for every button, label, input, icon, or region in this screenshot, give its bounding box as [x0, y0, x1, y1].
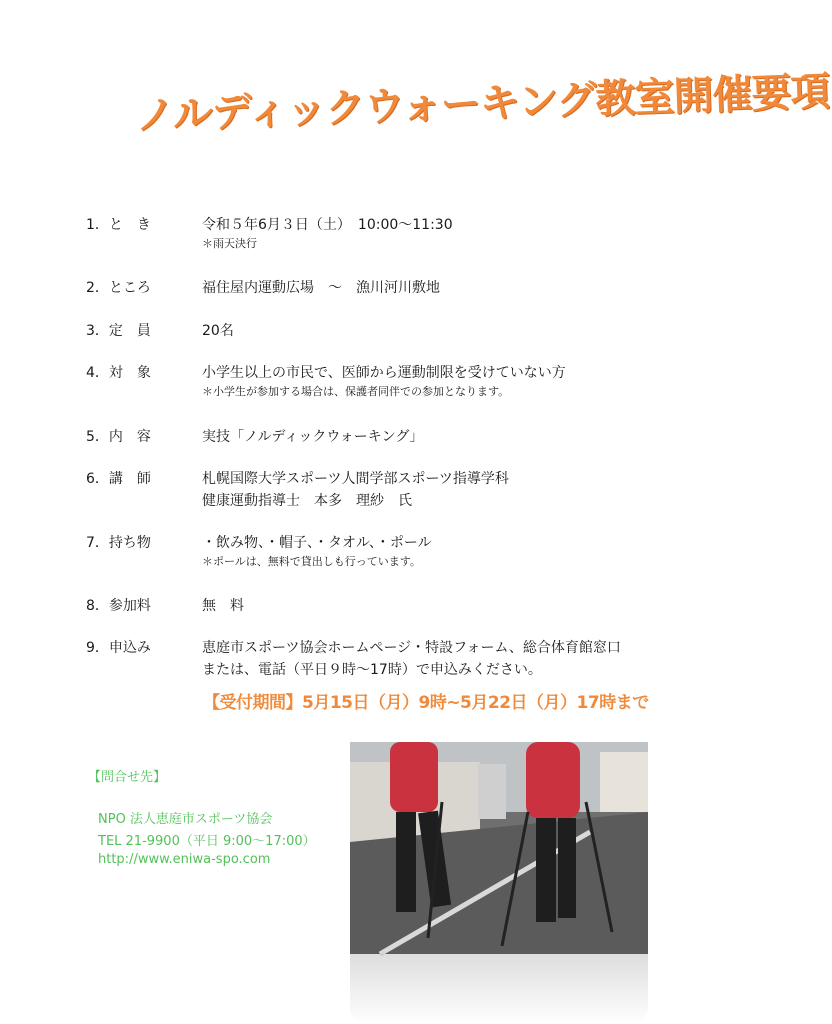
section-label: 3．定 員	[86, 323, 151, 339]
photo-reflection	[350, 954, 648, 1024]
section-text: 実技「ノルディックウォーキング」	[202, 429, 424, 445]
section-label: 5．内 容	[86, 429, 151, 445]
section-label: 4．対 象	[86, 365, 151, 381]
section-label: 1．と き	[86, 217, 151, 233]
contact-org: NPO 法人恵庭市スポーツ協会	[98, 812, 273, 827]
section-label: 8．参加料	[86, 598, 151, 614]
contact-tel: TEL 21-9900（平日 9:00～17:00）	[98, 834, 316, 849]
section-note: ＊雨天決行	[202, 237, 257, 250]
section-text: 無 料	[202, 598, 244, 614]
section-text: 20名	[202, 323, 234, 339]
section-text: 福住屋内運動広場 ～ 漁川河川敷地	[202, 280, 440, 296]
section-note: ＊ポールは、無料で貸出しも行っています。	[202, 555, 421, 568]
walkers-photo	[350, 742, 648, 954]
section-text: 札幌国際大学スポーツ人間学部スポーツ指導学科	[202, 471, 509, 487]
contact-url[interactable]: http://www.eniwa-spo.com	[98, 852, 271, 867]
section-label: 6．講 師	[86, 471, 151, 487]
section-text: または、電話（平日９時～17時）で申込みください。	[202, 662, 542, 678]
section-label: 7．持ち物	[86, 535, 151, 551]
contact-header: 【問合せ先】	[88, 770, 167, 785]
application-period: 【受付期間】5月15日（月）9時~5月22日（月）17時まで	[203, 693, 649, 713]
section-text: 令和５年6月３日（土） 10:00～11:30	[202, 217, 453, 233]
section-note: ＊小学生が参加する場合は、保護者同伴での参加となります。	[202, 385, 510, 398]
walkers-illustration	[350, 742, 648, 954]
page-title: ノルディックウォーキング教室開催要項	[134, 68, 831, 140]
section-text: ・飲み物、・帽子、・タオル、・ポール	[202, 535, 432, 551]
section-text: 健康運動指導士 本多 理紗 氏	[202, 493, 412, 509]
section-label: 2．ところ	[86, 280, 151, 296]
section-text: 小学生以上の市民で、医師から運動制限を受けていない方	[202, 365, 566, 381]
section-label: 9．申込み	[86, 640, 151, 656]
section-text: 恵庭市スポーツ協会ホームページ・特設フォーム、総合体育館窓口	[202, 640, 621, 656]
